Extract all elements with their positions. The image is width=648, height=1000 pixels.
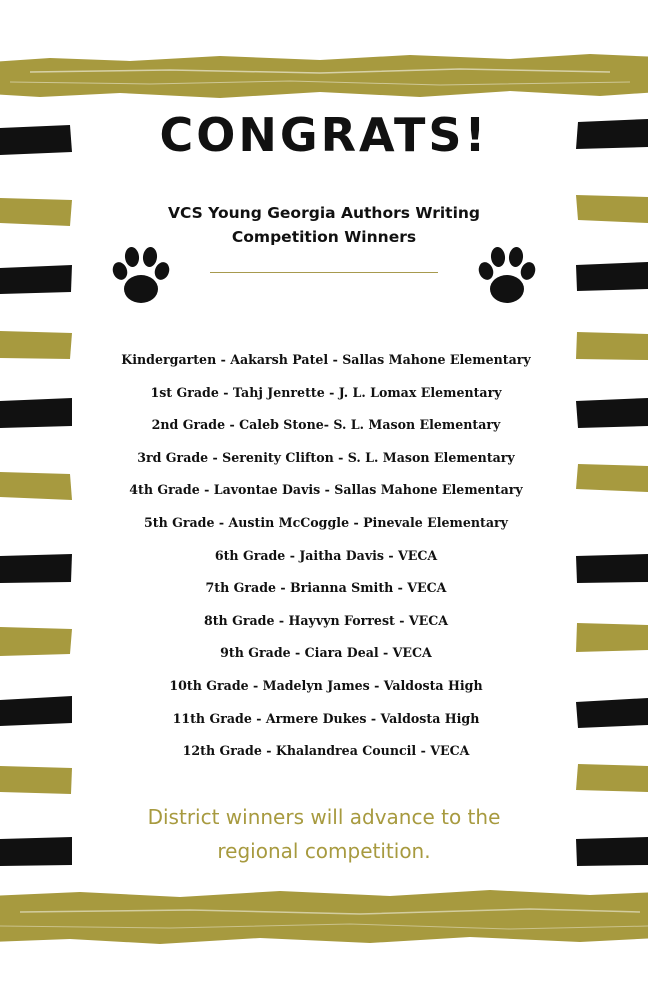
right-stripe-gold-4 (576, 622, 648, 652)
title-divider (210, 272, 438, 273)
winner-entry: 4th Grade - Lavontae Davis - Sallas Mahone Elementary (129, 482, 523, 498)
right-stripe-gold-5 (576, 762, 648, 792)
subtitle: VCS Young Georgia Authors Writing Competition Winners (167, 204, 481, 246)
left-stripe-black-2 (0, 264, 72, 294)
bottom-gold-band (0, 888, 648, 946)
winner-entry: 7th Grade - Brianna Smith - VECA (205, 580, 447, 596)
winners-list (80, 344, 572, 768)
left-stripe-gold-4 (0, 626, 72, 656)
top-gold-band (0, 52, 648, 100)
winner-entry: 5th Grade - Austin McCoggle - Pinevale Elementary (144, 514, 508, 530)
left-stripe-gold-2 (0, 330, 72, 360)
left-stripe-black-3 (0, 398, 72, 428)
winner-entry: 10th Grade - Madelyn James - Valdosta High (169, 677, 483, 693)
left-stripe-black-6 (0, 836, 72, 866)
paw-print-icon (474, 244, 540, 310)
right-stripe-black-3 (576, 398, 648, 428)
paw-print-icon (108, 244, 174, 310)
right-stripe-gold-1 (576, 193, 648, 223)
winner-entry: 12th Grade - Khalandrea Council - VECA (182, 743, 470, 759)
winner-entry: Kindergarten - Aakarsh Patel - Sallas Mahone Elementary (121, 352, 531, 367)
left-stripe-gold-5 (0, 764, 72, 794)
left-stripe-gold-1 (0, 196, 72, 226)
right-stripe-gold-2 (576, 331, 648, 361)
winner-entry: 9th Grade - Ciara Deal - VECA (220, 645, 432, 661)
winner-entry: 11th Grade - Armere Dukes - Valdosta High (172, 710, 480, 726)
right-stripe-black-6 (576, 836, 648, 866)
left-stripe-gold-3 (0, 470, 72, 500)
right-stripe-black-5 (576, 698, 648, 728)
advancement-note: District winners will advance to the regional competition. (147, 805, 501, 863)
page-title: CONGRATS! (159, 108, 489, 162)
winner-entry: 2nd Grade - Caleb Stone- S. L. Mason Elementary (151, 417, 501, 433)
right-stripe-gold-3 (576, 462, 648, 492)
right-stripe-black-4 (576, 553, 648, 583)
left-stripe-black-4 (0, 553, 72, 583)
winner-entry: 3rd Grade - Serenity Clifton - S. L. Mason Elementary (137, 449, 515, 465)
winner-entry: 1st Grade - Tahj Jenrette - J. L. Lomax Elementary (150, 384, 502, 400)
right-stripe-black-2 (576, 261, 648, 291)
winner-entry: 8th Grade - Hayvyn Forrest - VECA (203, 612, 449, 628)
left-stripe-black-5 (0, 696, 72, 726)
winner-entry: 6th Grade - Jaitha Davis - VECA (214, 547, 438, 563)
